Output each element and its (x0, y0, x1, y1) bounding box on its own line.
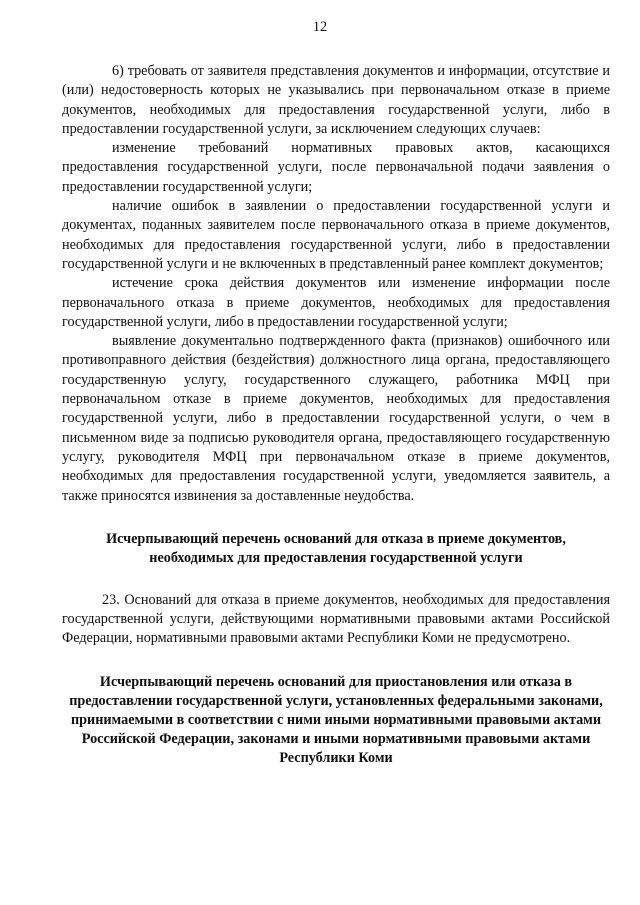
page-content (62, 62, 610, 768)
paragraph-23: 23. Оснований для отказа в приеме документов, необходимых для предоставления государственной услуги, действующими нормативными правовыми актами Российской Федерации, нормативными правовыми актами Республики Коми не предусмотрено. (62, 591, 610, 647)
paragraph-exception-2: наличие ошибок в заявлении о предоставлении государственной услуги и документах, поданных заявителем после первоначального отказа в приеме документов, необходимых для предоставления государственной услуги, либо в предоставлении государственной услуги и не включенных в представленный ранее комплект документов; (62, 198, 610, 272)
paragraph-exception-3: истечение срока действия документов или изменение информации после первоначального отказа в приеме документов, необходимых для предоставления государственной услуги, либо в предоставлении государственной услуги; (62, 275, 610, 330)
paragraph-item-6: 6) требовать от заявителя представления документов и информации, отсутствие и (или) недостоверность которых не указывались при первоначальном отказе в приеме документов, необходимых для предоставления государственной услуги, либо в предоставлении государственной услуги, за исключением следующих случаев: (62, 63, 610, 137)
paragraph-exception-4: выявление документально подтвержденного факта (признаков) ошибочного или противоправного действия (бездействия) должностного лица органа, предоставляющего государственную услугу, государственного служащего, работника МФЦ при первоначальном отказе в приеме документов, необходимых для предоставления государственной услуги, либо в предоставлении государственной услуги, о чем в письменном виде за подписью руководителя органа, предоставляющего государственную услугу, руководителя МФЦ при первоначальном отказе в приеме документов, необходимых для предоставления государственной услуги, уведомляется заявитель, а также приносятся извинения за доставленные неудобства. (62, 333, 610, 504)
section-heading-suspension-grounds: Исчерпывающий перечень оснований для приостановления или отказа в предоставлении государственной услуги, установленных федеральными законами, принимаемыми в соответствии с ними иными нормативными правовыми актами Российской Федерации, законами и иными нормативными правовыми актами Республики Коми (69, 673, 603, 766)
section-heading-refusal-grounds: Исчерпывающий перечень оснований для отказа в приеме документов, необходимых для предоставления государственной услуги (106, 530, 566, 566)
page-number: 12 (312, 19, 328, 35)
paragraph-exception-1: изменение требований нормативных правовых актов, касающихся предоставления государственной услуги, после первоначальной подачи заявления о предоставлении государственной услуги; (62, 140, 610, 195)
